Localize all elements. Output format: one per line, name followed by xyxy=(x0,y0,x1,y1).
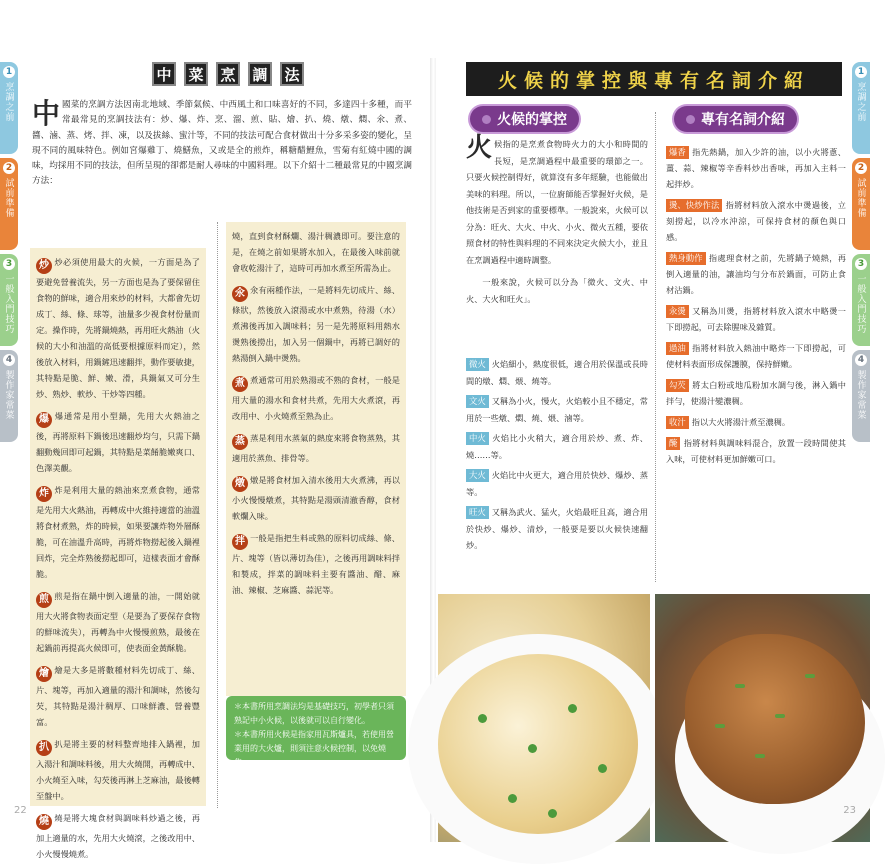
right-tab-4[interactable] xyxy=(852,350,870,442)
intro-text: 國菜的烹調方法因南北地域、季節氣候、中西風土和口味喜好的不同，多達四十多種，而平常最常見的烹調技法有：炒、爆、炸、烹、溜、煎、貼、燴、扒、燒、燉、燜、氽、煮、醬、滷、蒸、烤、拌、凍，以及拔絲、蜜汁等，不同的技法可配合食材做出十分多采多姿的變化，呈現不同的風味特色。例如宮爆雞丁、燒鱔魚，又或是全的煎炸，稱糖醋鯉魚，雪菊有紅燒中國的調味，均採用不同的技法，但所呈現的卻都是耐人尋味的中國料理。以下介紹十二種最常見的中國烹調方法： xyxy=(32,100,412,187)
method-text: 燉是將食材加入清水後用大火煮沸，再以小火慢慢燉煮，其特點是湯頭清澈香醇，食材軟爛入味。 xyxy=(232,475,400,521)
left-tab-3[interactable] xyxy=(0,254,18,346)
column-divider xyxy=(655,112,656,582)
method-badge: 扒 xyxy=(36,740,52,756)
term-tag: 勾芡 xyxy=(666,379,689,392)
tab-label: 試前準備 xyxy=(3,178,14,218)
method-entry xyxy=(30,662,206,730)
method-badge: 爆 xyxy=(36,412,52,428)
right-tab-2[interactable] xyxy=(852,158,870,250)
method-entry xyxy=(226,430,406,466)
heat-intro-text: 候指的是烹煮食物時火力的大小和時間的長短，是烹調過程中最重要的環節之一。只要火候控制得好，就算沒有多年經驗，也能做出美味的料理。所以，一位廚師能否掌握好火候，是他技術是否到家的重要標準。一般說來，火候可以分為：旺火、大火、中火、小火、微火五種，要依照食材的特性與料理的不同來決定火候大小，並且在烹調過程中適時調整。 xyxy=(466,139,648,265)
heat-level-text: 火焰比小火稍大，適合用於炒、煮、炸、燒……等。 xyxy=(466,433,648,460)
fried-rice-photo xyxy=(438,594,650,842)
term-item xyxy=(666,340,846,372)
tab-number: 2 xyxy=(855,162,867,174)
term-tag: 過油 xyxy=(666,342,689,355)
method-badge: 煎 xyxy=(36,592,52,608)
term-tag: 收汁 xyxy=(666,416,689,429)
intro-paragraph xyxy=(32,98,412,190)
heat-level-text: 火焰細小，熱度很低，適合用於保溫或長時間的燉、燜、煨、燒等。 xyxy=(466,359,648,386)
heat-level-item xyxy=(466,504,648,554)
method-entry xyxy=(226,372,406,424)
left-tab-1[interactable] xyxy=(0,62,18,154)
right-tab-3[interactable] xyxy=(852,254,870,346)
tab-number: 4 xyxy=(855,354,867,366)
method-entry xyxy=(30,810,206,862)
heat-level-list xyxy=(466,356,648,558)
method-badge: 燒 xyxy=(36,814,52,830)
title-char: 中 xyxy=(152,62,176,86)
pea xyxy=(568,704,577,713)
heat-intro xyxy=(466,133,648,307)
bullet-icon xyxy=(482,115,491,124)
drop-cap: 火 xyxy=(466,133,493,163)
method-badge: 氽 xyxy=(232,286,248,302)
heat-level-item xyxy=(466,356,648,389)
tab-label: 一般入門技巧 xyxy=(855,274,866,334)
heat-level-tag: 文火 xyxy=(466,395,489,408)
term-item xyxy=(666,303,846,335)
method-entry xyxy=(30,482,206,582)
term-text: 將太白粉或地瓜粉加水調勻後，淋入鍋中拌勻，使湯汁變濃稠。 xyxy=(666,380,846,406)
heat-level-item xyxy=(466,393,648,426)
section-heading-label: 火候的掌控 xyxy=(497,112,567,128)
method-text: 燒，直到食材酥爛、湯汁稠濃即可。要注意的是，在燒之前如果將水加入，在最後入味前就會收乾湯汁了，這時可再加水煮至所需為止。 xyxy=(232,231,400,273)
tab-label: 試前準備 xyxy=(855,178,866,218)
pea xyxy=(508,794,517,803)
method-text: 蒸是利用水蒸氣的熱度來將食物蒸熟，其適用於蒸魚、排骨等。 xyxy=(232,433,400,463)
term-text: 指將材料放入熱油中略炸一下即撈起，可使材料表面形成保護膜，保持鮮嫩。 xyxy=(666,343,846,369)
pea xyxy=(528,744,537,753)
pea xyxy=(548,809,557,818)
scallion xyxy=(755,754,765,758)
method-text: 爆通常是用小型鍋，先用大火熱油之後，再將原料下鍋後迅速翻炒均勻，只需下鍋翻動幾回即可起鍋，其特點是菜餚脆嫩爽口、色澤美觀。 xyxy=(36,411,200,473)
method-badge: 燴 xyxy=(36,666,52,682)
drop-cap: 中 xyxy=(32,97,61,130)
methods-column-right xyxy=(226,222,406,696)
heat-level-text: 火焰比中火更大，適合用於快炒、爆炒、蒸等。 xyxy=(466,470,648,497)
method-entry xyxy=(30,588,206,656)
title-char: 法 xyxy=(280,62,304,86)
title-char: 調 xyxy=(248,62,272,86)
method-text: 煎是指在鍋中倒入適量的油，一開始就用大火將食物表面定型（是要為了要保存食物的鮮味流失），再轉為中火慢慢煎熟，最後在起鍋前再提高火候即可，使表面金黃酥脆。 xyxy=(36,591,200,653)
term-text: 指以大火將湯汁煮至濃稠。 xyxy=(691,417,791,427)
tab-number: 3 xyxy=(3,258,15,270)
method-text: 燴是大多是將數種材料先切成丁、絲、片、塊等，再加入適量的湯汁和調味，然後勾芡，其特點是湯汁稠厚、口味鮮濃、營養豐富。 xyxy=(36,665,200,727)
bullet-icon xyxy=(686,115,695,124)
method-entry xyxy=(30,736,206,804)
tab-label: 製作家常菜 xyxy=(3,370,14,420)
terms-list xyxy=(666,144,846,472)
section-heading-heat xyxy=(470,106,579,132)
column-divider xyxy=(217,222,218,808)
method-text: 煮通常可用於熟湯或不熟的食材，一般是用大量的湯水和食材共煮，先用大火煮滾，再改用中、小火燒煮至熟為止。 xyxy=(232,375,400,421)
term-tag: 熱身動作 xyxy=(666,252,706,265)
left-tab-2[interactable] xyxy=(0,158,18,250)
scallion xyxy=(805,674,815,678)
method-entry xyxy=(30,254,206,402)
tab-label: 烹調之前 xyxy=(3,82,14,122)
method-text: 燒是將大塊食材與調味料炒過之後，再加上適量的水，先用大火燒滾，之後改用中、小火慢慢燒煮。 xyxy=(36,813,200,859)
method-badge: 蒸 xyxy=(232,434,248,450)
tab-number: 1 xyxy=(3,66,15,78)
method-text: 炸是利用大量的熱油來烹煮食物，通常是先用大火熱油，再轉成中火維持適當的油溫將食材煮熟，炸的時候，如果要讓炸物外層酥脆，可在油溫升高時，再將炸物撈起後入鍋裡回炸，完全炸熟後撈起即可，這樣表面才會酥脆。 xyxy=(36,485,200,579)
term-tag: 燙、快炒作法 xyxy=(666,199,722,212)
method-text: 一般是指把生料或熟的原料切成絲、條、片、塊等（皆以薄切為佳），之後再用調味料拌和製成，拌菜的調味料主要有醬油、醋、麻油、辣椒、芝麻醬、蒜泥等。 xyxy=(232,533,400,595)
fried-rice xyxy=(438,654,638,834)
method-badge: 炸 xyxy=(36,486,52,502)
left-tab-4[interactable] xyxy=(0,350,18,442)
tips-note xyxy=(226,696,406,767)
tab-number: 2 xyxy=(3,162,15,174)
term-text: 指處理食材之前，先將鍋子燒熱，再倒入適量的油，讓油均勻分布於鍋面，可防止食材沾鍋。 xyxy=(666,253,846,295)
method-entry xyxy=(226,530,406,598)
section-heading-terms xyxy=(674,106,797,132)
method-badge: 炒 xyxy=(36,258,52,274)
heat-intro-summary: 一般來說，火候可以分為「微火、文火、中火、大火和旺火」。 xyxy=(466,277,648,304)
heat-level-tag: 中火 xyxy=(466,432,489,445)
heat-level-tag: 旺火 xyxy=(466,506,489,519)
tab-number: 4 xyxy=(3,354,15,366)
method-entry xyxy=(226,228,406,276)
term-text: 又稱為川燙，指將材料放入滾水中略燙一下即撈起，可去除腥味及雜質。 xyxy=(666,306,846,332)
method-entry xyxy=(30,408,206,476)
scallion xyxy=(735,684,745,688)
tab-number: 3 xyxy=(855,258,867,270)
right-page-title xyxy=(466,62,842,96)
term-tag: 汆燙 xyxy=(666,305,689,318)
term-tag: 醃 xyxy=(666,437,680,450)
methods-column-left xyxy=(30,248,206,859)
scallion xyxy=(775,714,785,718)
heat-level-text: 又稱為武火、猛火，火焰最旺且高，適合用於快炒、爆炒、清炒，一般要是要以火候快速翻炒。 xyxy=(466,507,648,550)
method-entry xyxy=(226,282,406,366)
term-item xyxy=(666,144,846,192)
term-item xyxy=(666,197,846,245)
heat-level-tag: 微火 xyxy=(466,358,489,371)
tab-label: 製作家常菜 xyxy=(855,370,866,420)
heat-level-tag: 大火 xyxy=(466,469,489,482)
heat-level-item xyxy=(466,467,648,500)
term-item xyxy=(666,250,846,298)
method-text: 炒必須使用最大的火候，一方面是為了要避免營養流失，另一方面也是為了要保留住食物的鮮味，適合用來炒的材料，大都會先切成丁、絲、條、球等，油量多少視食材份量而定。操作時，先將鍋燒熱，再用旺火熱油（火候的大小和油溫的高低要根據原料而定），然後放入材料，用鍋鏟迅速翻拌，動作要敏捷，其特點是脆、鮮、嫩、滑，具鍋氣又可分生炒、熟炒、軟炒、干炒等四種。 xyxy=(36,257,200,399)
term-item xyxy=(666,377,846,409)
method-badge: 拌 xyxy=(232,534,248,550)
pea xyxy=(478,714,487,723)
page-number-left: 22 xyxy=(14,805,27,816)
tab-number: 1 xyxy=(855,66,867,78)
pea xyxy=(598,764,607,773)
method-text: 氽有兩種作法，一是將料先切成片、絲、條狀，然後放入滾湯或水中煮熟，待湯（水）煮沸後再加入調味料；另一是先將原料用熱水燙熟後撈出，加入另一個鍋中，再將已調好的熱湯倒入鍋中燙熟。 xyxy=(232,285,400,363)
method-entry xyxy=(226,472,406,524)
method-badge: 燉 xyxy=(232,476,248,492)
tip-line: ＊本書所用火候是指家用瓦斯爐具，若使用營業用的大火爐，則須注意火候控制，以免燒焦。 xyxy=(234,730,394,767)
term-text: 指將材料放入滾水中燙過後，立刻撈起，以冷水沖涼，可保持食材的顏色與口感。 xyxy=(666,200,846,242)
method-text: 扒是將主要的材料整齊地排入鍋裡，加入湯汁和調味料後，用大火燒開，再轉成中、小火燒至入味，勾芡後再淋上芝麻油，最後轉至盤中。 xyxy=(36,739,200,801)
left-page-title xyxy=(152,62,304,86)
minced-meat-photo xyxy=(655,594,870,842)
tab-label: 烹調之前 xyxy=(855,82,866,122)
term-text: 指將材料與調味料混合，放置一段時間使其入味，可使材料更加鮮嫩可口。 xyxy=(666,438,846,464)
tab-label: 一般入門技巧 xyxy=(3,274,14,334)
title-char: 菜 xyxy=(184,62,208,86)
tip-line: ＊本書所用烹調法均是基礎技巧，初學者只須熟記中小火候，以後就可以自行變化。 xyxy=(234,702,394,725)
page-number-right: 23 xyxy=(843,805,856,816)
section-heading-label: 專有名詞介紹 xyxy=(701,112,785,128)
term-text: 指先熱鍋，加入少許的油，以小火將蔥、薑、蒜、辣椒等辛香料炒出香味，再加入主料一起拌炒。 xyxy=(666,147,846,189)
term-tag: 爆香 xyxy=(666,146,689,159)
term-item xyxy=(666,414,846,430)
right-tab-1[interactable] xyxy=(852,62,870,154)
scallion xyxy=(715,724,725,728)
heat-level-text: 又稱為小火，慢火，火焰較小且不穩定，常用於一些燉、燜、燒、煨、滷等。 xyxy=(466,396,648,423)
heat-level-item xyxy=(466,430,648,463)
method-badge: 煮 xyxy=(232,376,248,392)
title-char: 烹 xyxy=(216,62,240,86)
minced-meat xyxy=(685,634,865,804)
right-title-text: 火候的掌控與專有名詞介紹 xyxy=(497,69,810,92)
term-item xyxy=(666,435,846,467)
